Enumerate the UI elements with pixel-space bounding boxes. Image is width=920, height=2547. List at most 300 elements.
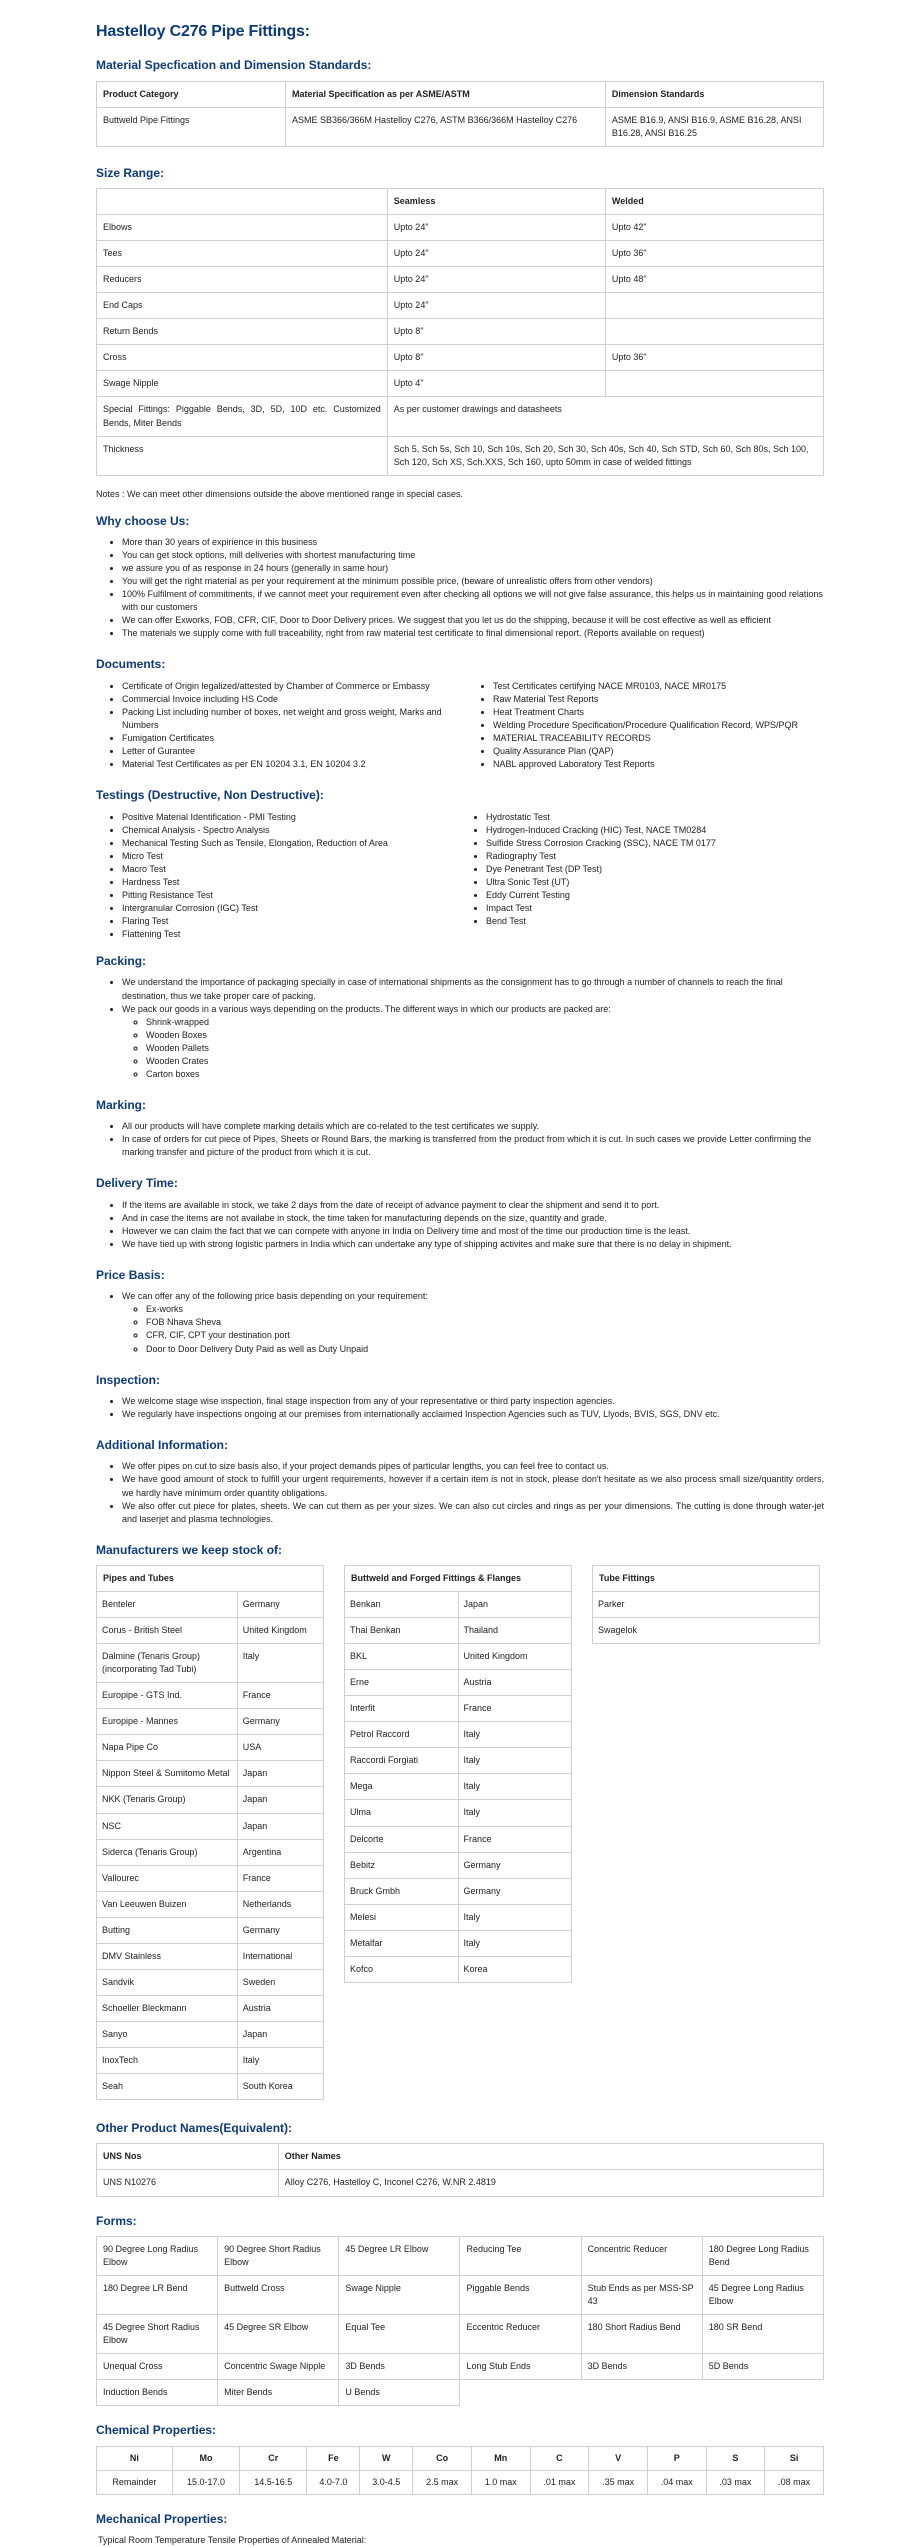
table-cell: Vallourec xyxy=(97,1865,238,1891)
table-header: Dimension Standards xyxy=(605,81,823,107)
list-item: ◦ Carton boxes xyxy=(146,1068,824,1081)
table-row xyxy=(97,2047,324,2073)
table-cell: Upto 36" xyxy=(605,241,823,267)
list-item: • Hardness Test xyxy=(122,876,460,889)
table-cell: InoxTech xyxy=(97,2047,238,2073)
list-item: • The materials we supply come with full traceability, right from raw material test certificate to final dimensional report. (Reports available on request) xyxy=(122,627,824,640)
list-item: ◦ Wooden Pallets xyxy=(146,1042,824,1055)
forms-section xyxy=(96,2213,824,2407)
table-cell: Sanyo xyxy=(97,2021,238,2047)
table-cell: .04 max xyxy=(647,2470,706,2494)
table-header: UNS Nos xyxy=(97,2144,279,2170)
documents-columns xyxy=(96,680,824,771)
table-cell: Benteler xyxy=(97,1592,238,1618)
table-row xyxy=(345,1826,572,1852)
table-cell: Italy xyxy=(458,1774,572,1800)
list-item: • Impact Test xyxy=(486,902,824,915)
table-row xyxy=(97,241,824,267)
table-cell: Germany xyxy=(237,1709,323,1735)
list-item: • However we can claim the fact that we can compete with anyone in India on Delivery time and most of the time our production time is the least. xyxy=(122,1225,824,1238)
table-row xyxy=(97,1813,324,1839)
table-cell: Melesi xyxy=(345,1904,459,1930)
price-list xyxy=(96,1290,824,1355)
table-cell: Reducers xyxy=(97,267,388,293)
testings-list-left xyxy=(96,811,460,941)
table-row xyxy=(593,1592,820,1618)
table-cell: Germany xyxy=(237,1592,323,1618)
list-item: • If the items are available in stock, we take 2 days from the date of receipt of advance payment to clear the shipment and send it to port. xyxy=(122,1199,824,1212)
list-item: • we assure you of as response in 24 hours (generally in same hour) xyxy=(122,562,824,575)
table-cell: Japan xyxy=(237,2021,323,2047)
table-cell: Korea xyxy=(458,1956,572,1982)
table-row xyxy=(97,2315,824,2354)
list-item: • Packing List including number of boxes, net weight and gross weight, Marks and Numbers xyxy=(122,706,453,732)
table-row xyxy=(97,1969,324,1995)
list-item: • Flattening Test xyxy=(122,928,460,941)
table-cell: 180 Degree LR Bend xyxy=(97,2276,218,2315)
table-row xyxy=(345,1696,572,1722)
list-item: • Radiography Test xyxy=(486,850,824,863)
table-cell: Sandvik xyxy=(97,1969,238,1995)
table-cell: France xyxy=(458,1826,572,1852)
testings-list-right xyxy=(460,811,824,941)
table-row xyxy=(345,1722,572,1748)
table-cell: Cross xyxy=(97,345,388,371)
table-cell: 45 Degree Long Radius Elbow xyxy=(702,2276,823,2315)
table-cell: France xyxy=(458,1696,572,1722)
table-cell xyxy=(605,293,823,319)
table-cell: Austria xyxy=(237,1995,323,2021)
tube-fittings-table xyxy=(592,1565,820,1644)
table-cell: Upto 8" xyxy=(387,345,605,371)
table-row xyxy=(97,189,824,215)
table-cell: South Korea xyxy=(237,2074,323,2100)
table-cell: Benkan xyxy=(345,1592,459,1618)
table-cell: BKL xyxy=(345,1644,459,1670)
table-cell: Schoeller Bleckmann xyxy=(97,1995,238,2021)
table-cell: 180 Degree Long Radius Bend xyxy=(702,2236,823,2275)
list-item: • Pitting Resistance Test xyxy=(122,889,460,902)
table-row xyxy=(97,2236,824,2275)
table-row xyxy=(97,1761,324,1787)
table-cell-empty xyxy=(581,2380,702,2406)
table-header: Other Names xyxy=(278,2144,823,2170)
testings-columns xyxy=(96,811,824,941)
table-row xyxy=(345,1670,572,1696)
list-item: • We also offer cut piece for plates, sheets. We can cut them as per your sizes. We can also cut circles and rings as per your dimensions. The cutting is done through water-jet and laserjet and plasma technologies. xyxy=(122,1500,824,1526)
list-item: • You will get the right material as per your requirement at the minimum possible price, (beware of unrealistic offers from other vendors) xyxy=(122,575,824,588)
table-cell: Italy xyxy=(237,1644,323,1683)
table-cell: Italy xyxy=(458,1904,572,1930)
table-cell: Europipe - Mannes xyxy=(97,1709,238,1735)
list-item: • Intergranular Corrosion (IGC) Test xyxy=(122,902,460,915)
table-cell: Siderca (Tenaris Group) xyxy=(97,1839,238,1865)
table-cell: Argentina xyxy=(237,1839,323,1865)
list-item: • 100% Fulfilment of commitments, if we cannot meet your requirement even after checking all options we will not give false assurance, this helps us in maintaining good relations with our customers xyxy=(122,588,824,614)
list-item: • You can get stock options, mill deliveries with shortest manufacturing time xyxy=(122,549,824,562)
packing-section xyxy=(96,953,824,1081)
table-row xyxy=(97,107,824,146)
table-cell: Elbows xyxy=(97,215,388,241)
list-item: • Material Test Certificates as per EN 10204 3.1, EN 10204 3.2 xyxy=(122,758,453,771)
list-item: • We offer pipes on cut to size basis also, if your project demands pipes of particular lengths, you can feel free to contact us. xyxy=(122,1460,824,1473)
list-item: • Welding Procedure Specification/Procedure Qualification Record, WPS/PQR xyxy=(493,719,824,732)
list-item: • NABL approved Laboratory Test Reports xyxy=(493,758,824,771)
list-item: • Heat Treatment Charts xyxy=(493,706,824,719)
table-header: P xyxy=(647,2446,706,2470)
forms-table xyxy=(96,2236,824,2406)
table-cell: Buttweld Cross xyxy=(218,2276,339,2315)
packing-heading: Packing: xyxy=(96,954,147,969)
marking-section xyxy=(96,1097,824,1160)
table-header: Ni xyxy=(97,2446,173,2470)
table-cell: 2.5 max xyxy=(413,2470,472,2494)
list-item: • Dye Penetrant Test (DP Test) xyxy=(486,863,824,876)
list-item: • Eddy Current Testing xyxy=(486,889,824,902)
table-cell: Nippon Steel & Sumitomo Metal xyxy=(97,1761,238,1787)
size-range-table xyxy=(96,188,824,476)
list-item: • Chemical Analysis - Spectro Analysis xyxy=(122,824,460,837)
table-row xyxy=(97,1592,324,1618)
mechanical-section xyxy=(96,2511,824,2547)
table-cell: ASME B16.9, ANSI B16.9, ASME B16.28, ANSI B16.28, ANSI B16.25 xyxy=(605,107,823,146)
forms-heading: Forms: xyxy=(96,2213,137,2228)
why-list xyxy=(96,536,824,640)
manufacturers-tables xyxy=(96,1565,824,2100)
material-heading: Material Specfication and Dimension Standards: xyxy=(96,58,372,73)
table-cell: 45 Degree SR Elbow xyxy=(218,2315,339,2354)
table-cell: Parker xyxy=(593,1592,820,1618)
list-item: • Positive Material Identification - PMI Testing xyxy=(122,811,460,824)
table-cell: Stub Ends as per MSS-SP 43 xyxy=(581,2276,702,2315)
table-header xyxy=(97,189,388,215)
table-cell: France xyxy=(237,1683,323,1709)
table-cell: 90 Degree Long Radius Elbow xyxy=(97,2236,218,2275)
delivery-list xyxy=(96,1199,824,1251)
table-cell: Mega xyxy=(345,1774,459,1800)
list-item: ◦ Wooden Boxes xyxy=(146,1029,824,1042)
list-item: • Raw Material Test Reports xyxy=(493,693,824,706)
price-section xyxy=(96,1267,824,1356)
list-item: • Letter of Gurantee xyxy=(122,745,453,758)
table-cell: Italy xyxy=(458,1748,572,1774)
list-item: ◦ FOB Nhava Sheva xyxy=(146,1316,824,1329)
table-cell: Equal Tee xyxy=(339,2315,460,2354)
table-cell: 3.0-4.5 xyxy=(360,2470,413,2494)
documents-list-right xyxy=(467,680,824,771)
table-cell: Germany xyxy=(458,1852,572,1878)
testings-section xyxy=(96,787,824,941)
table-cell: ASME SB366/366M Hastelloy C276, ASTM B366/366M Hastelloy C276 xyxy=(286,107,606,146)
table-cell: Italy xyxy=(458,1800,572,1826)
marking-heading: Marking: xyxy=(96,1097,147,1112)
inspection-list xyxy=(96,1395,824,1421)
documents-heading: Documents: xyxy=(96,657,166,672)
size-range-heading: Size Range: xyxy=(96,165,165,180)
table-row xyxy=(345,1956,572,1982)
table-cell xyxy=(605,319,823,345)
table-header: V xyxy=(589,2446,648,2470)
table-cell: United Kingdom xyxy=(458,1644,572,1670)
table-cell: U Bends xyxy=(339,2380,460,2406)
table-cell: Delcorte xyxy=(345,1826,459,1852)
table-cell: Dalmine (Tenaris Group) (incorporating Tad Tubi) xyxy=(97,1644,238,1683)
table-row xyxy=(97,1917,324,1943)
table-cell: Thai Benkan xyxy=(345,1618,459,1644)
table-cell: Remainder xyxy=(97,2470,173,2494)
additional-list xyxy=(96,1460,824,1525)
list-item: • We regularly have inspections ongoing at our premises from internationally acclaimed Inspection Agencies such as TUV, Llyods, BVIS, SGS, DNV etc. xyxy=(122,1408,824,1421)
table-cell: 4.0-7.0 xyxy=(307,2470,360,2494)
table-row xyxy=(345,1904,572,1930)
list-item xyxy=(122,1003,824,1081)
table-cell: Upto 36" xyxy=(605,345,823,371)
table-row xyxy=(97,1839,324,1865)
table-header: Si xyxy=(765,2446,824,2470)
table-row xyxy=(97,2354,824,2380)
table-cell: Upto 4" xyxy=(387,371,605,397)
table-row xyxy=(97,267,824,293)
table-header: Pipes and Tubes xyxy=(97,1566,324,1592)
list-item: • We welcome stage wise inspection, final stage inspection from any of your representative or third party inspection agencies. xyxy=(122,1395,824,1408)
table-cell: Japan xyxy=(237,1813,323,1839)
material-table xyxy=(96,81,824,147)
list-item: • Macro Test xyxy=(122,863,460,876)
table-row xyxy=(97,1787,324,1813)
list-item: • Sulfide Stress Corrosion Cracking (SSC), NACE TM 0177 xyxy=(486,837,824,850)
table-cell: Bruck Gmbh xyxy=(345,1878,459,1904)
additional-section xyxy=(96,1437,824,1526)
table-cell: 15.0-17.0 xyxy=(172,2470,239,2494)
table-header: Cr xyxy=(240,2446,307,2470)
table-cell: Swage Nipple xyxy=(339,2276,460,2315)
table-row xyxy=(97,371,824,397)
table-cell: .01 max xyxy=(530,2470,589,2494)
table-cell: Upto 24" xyxy=(387,241,605,267)
chemical-table xyxy=(96,2446,824,2495)
table-header: Seamless xyxy=(387,189,605,215)
table-cell: Corus - British Steel xyxy=(97,1618,238,1644)
table-cell: Piggable Bends xyxy=(460,2276,581,2315)
table-row xyxy=(593,1566,820,1592)
table-cell: Return Bends xyxy=(97,319,388,345)
table-row xyxy=(97,2074,324,2100)
table-cell: Napa Pipe Co xyxy=(97,1735,238,1761)
material-section xyxy=(96,57,824,147)
table-header: C xyxy=(530,2446,589,2470)
list-item: ◦ CFR, CIF, CPT your destination port xyxy=(146,1329,824,1342)
inspection-section xyxy=(96,1372,824,1421)
table-cell xyxy=(605,371,823,397)
list-item: • We have tied up with strong logistic partners in India which can undertake any type of shipping activites and make sure that there is no delay in shipment. xyxy=(122,1238,824,1251)
list-item: • Bend Test xyxy=(486,915,824,928)
table-row xyxy=(97,2144,824,2170)
table-cell: Petrol Raccord xyxy=(345,1722,459,1748)
table-cell: Upto 24" xyxy=(387,293,605,319)
table-header: Buttweld and Forged Fittings & Flanges xyxy=(345,1566,572,1592)
table-cell: Unequal Cross xyxy=(97,2354,218,2380)
table-cell: 3D Bends xyxy=(581,2354,702,2380)
list-item: • All our products will have complete marking details which are co-related to the test certificates we supply. xyxy=(122,1120,824,1133)
table-cell: Erne xyxy=(345,1670,459,1696)
table-cell: 3D Bends xyxy=(339,2354,460,2380)
list-item: • Certificate of Origin legalized/attested by Chamber of Commerce or Embassy xyxy=(122,680,453,693)
table-cell: Interfit xyxy=(345,1696,459,1722)
table-cell: 14.5-16.5 xyxy=(240,2470,307,2494)
pipes-tubes-table xyxy=(96,1565,324,2100)
table-header: Mo xyxy=(172,2446,239,2470)
table-cell: Ulma xyxy=(345,1800,459,1826)
table-row xyxy=(345,1748,572,1774)
list-item: • Test Certificates certifying NACE MR0103, NACE MR0175 xyxy=(493,680,824,693)
table-row xyxy=(345,1878,572,1904)
table-cell: Italy xyxy=(458,1930,572,1956)
table-cell: Eccentric Reducer xyxy=(460,2315,581,2354)
mechanical-subtitle: Typical Room Temperature Tensile Properties of Annealed Material: xyxy=(98,2535,367,2546)
table-header: Welded xyxy=(605,189,823,215)
chemical-section xyxy=(96,2422,824,2494)
list-item: • Quality Assurance Plan (QAP) xyxy=(493,745,824,758)
list-item: • Mechanical Testing Such as Tensile, Elongation, Reduction of Area xyxy=(122,837,460,850)
table-cell: Sch 5, Sch 5s, Sch 10, Sch 10s, Sch 20, Sch 30, Sch 40s, Sch 40, Sch STD, Sch 60, Sch 80s, Sch 100, Sch 120, Sch XS, Sch.XXS, Sch 160, upto 50mm in case of welded fittings xyxy=(387,436,823,475)
table-cell: Metalfar xyxy=(345,1930,459,1956)
table-cell: Upto 8" xyxy=(387,319,605,345)
table-cell: Van Leeuwen Buizen xyxy=(97,1891,238,1917)
table-cell: Reducing Tee xyxy=(460,2236,581,2275)
table-cell: 5D Bends xyxy=(702,2354,823,2380)
delivery-section xyxy=(96,1175,824,1251)
table-row xyxy=(97,293,824,319)
table-header: Tube Fittings xyxy=(593,1566,820,1592)
why-section xyxy=(96,513,824,641)
table-cell: Upto 24" xyxy=(387,267,605,293)
table-row xyxy=(97,215,824,241)
table-row xyxy=(97,2276,824,2315)
table-cell: Bebitz xyxy=(345,1852,459,1878)
notes-text: Notes : We can meet other dimensions outside the above mentioned range in special cases. xyxy=(96,488,464,499)
table-header: Material Specification as per ASME/ASTM xyxy=(286,81,606,107)
table-row xyxy=(97,2170,824,2196)
list-item: • Commercial Invoice including HS Code xyxy=(122,693,453,706)
table-row xyxy=(97,1566,324,1592)
table-cell: 1.0 max xyxy=(471,2470,530,2494)
table-row xyxy=(97,397,824,436)
table-row xyxy=(97,1995,324,2021)
table-cell: NSC xyxy=(97,1813,238,1839)
table-row xyxy=(345,1618,572,1644)
chemical-heading: Chemical Properties: xyxy=(96,2423,217,2438)
table-cell: .08 max xyxy=(765,2470,824,2494)
table-cell: Concentric Reducer xyxy=(581,2236,702,2275)
other-names-table xyxy=(96,2143,824,2196)
additional-heading: Additional Information: xyxy=(96,1438,228,1453)
table-cell: NKK (Tenaris Group) xyxy=(97,1787,238,1813)
table-cell: 45 Degree LR Elbow xyxy=(339,2236,460,2275)
table-row xyxy=(345,1566,572,1592)
list-item: • Fumigation Certificates xyxy=(122,732,453,745)
table-row xyxy=(97,1683,324,1709)
delivery-heading: Delivery Time: xyxy=(96,1176,178,1191)
table-row xyxy=(345,1852,572,1878)
table-cell: USA xyxy=(237,1735,323,1761)
table-cell: Italy xyxy=(458,1722,572,1748)
list-item: • Hydrostatic Test xyxy=(486,811,824,824)
table-cell: Seah xyxy=(97,2074,238,2100)
table-row xyxy=(345,1930,572,1956)
table-cell: Thickness xyxy=(97,436,388,475)
table-cell: As per customer drawings and datasheets xyxy=(387,397,823,436)
table-row xyxy=(345,1800,572,1826)
table-row xyxy=(97,2021,324,2047)
table-cell: Buttweld Pipe Fittings xyxy=(97,107,286,146)
table-cell: Austria xyxy=(458,1670,572,1696)
table-cell-empty xyxy=(460,2380,581,2406)
list-item: • And in case the items are not availabe in stock, the time taken for manufacturing depends on the size, quantity and grade. xyxy=(122,1212,824,1225)
table-row xyxy=(97,1943,324,1969)
table-row xyxy=(97,2380,824,2406)
packing-sublist xyxy=(122,1016,824,1081)
table-cell: Swagelok xyxy=(593,1618,820,1644)
mechanical-heading: Mechanical Properties: xyxy=(96,2511,228,2526)
table-cell: Swage Nipple xyxy=(97,371,388,397)
table-cell: 180 SR Bend xyxy=(702,2315,823,2354)
table-cell: .03 max xyxy=(706,2470,765,2494)
table-cell: Miter Bends xyxy=(218,2380,339,2406)
other-names-section xyxy=(96,2120,824,2196)
marking-list xyxy=(96,1120,824,1159)
table-row xyxy=(97,436,824,475)
list-item: • We understand the importance of packaging specially in case of international shipments as the consignment has to go through a number of channels to reach the final destination, thus we take proper care of packing. xyxy=(122,976,824,1002)
list-item-text: We pack our goods in a various ways depending on the products. The different ways in which our products are packed are: xyxy=(122,1003,611,1014)
table-cell: Concentric Swage Nipple xyxy=(218,2354,339,2380)
table-cell: Europipe - GTS Ind. xyxy=(97,1683,238,1709)
manufacturers-heading: Manufacturers we keep stock of: xyxy=(96,1542,283,1557)
table-header: Fe xyxy=(307,2446,360,2470)
list-item: ◦ Ex-works xyxy=(146,1303,824,1316)
packing-list xyxy=(96,976,824,1080)
list-item xyxy=(122,1290,824,1355)
buttweld-fittings-table xyxy=(344,1565,572,1983)
table-row xyxy=(345,1644,572,1670)
table-row xyxy=(97,81,824,107)
inspection-heading: Inspection: xyxy=(96,1372,161,1387)
other-names-heading: Other Product Names(Equivalent): xyxy=(96,2121,293,2136)
table-row xyxy=(345,1774,572,1800)
table-cell: 180 Short Radius Bend xyxy=(581,2315,702,2354)
table-cell: Upto 48" xyxy=(605,267,823,293)
list-item-text: We can offer any of the following price basis depending on your requirement: xyxy=(122,1291,428,1302)
list-item: ◦ Door to Door Delivery Duty Paid as well as Duty Unpaid xyxy=(146,1343,824,1356)
table-cell: Upto 24" xyxy=(387,215,605,241)
documents-section xyxy=(96,656,824,771)
table-cell: Germany xyxy=(237,1917,323,1943)
table-cell: 90 Degree Short Radius Elbow xyxy=(218,2236,339,2275)
table-cell: Japan xyxy=(237,1787,323,1813)
table-header: W xyxy=(360,2446,413,2470)
table-cell: Italy xyxy=(237,2047,323,2073)
list-item: • Ultra Sonic Test (UT) xyxy=(486,876,824,889)
table-cell: Thailand xyxy=(458,1618,572,1644)
table-row xyxy=(97,1865,324,1891)
size-range-section xyxy=(96,165,824,476)
list-item: • We can offer Exworks, FOB, CFR, CIF, Door to Door Delivery prices. We suggest that you let us do the shipping, because it will be cost effective as well as efficient xyxy=(122,614,824,627)
table-cell: Raccordi Forgiati xyxy=(345,1748,459,1774)
page-title: Hastelloy C276 Pipe Fittings: xyxy=(96,23,310,40)
table-cell: .35 max xyxy=(589,2470,648,2494)
manufacturers-section xyxy=(96,1542,824,2100)
table-row xyxy=(345,1592,572,1618)
table-cell: DMV Stainless xyxy=(97,1943,238,1969)
